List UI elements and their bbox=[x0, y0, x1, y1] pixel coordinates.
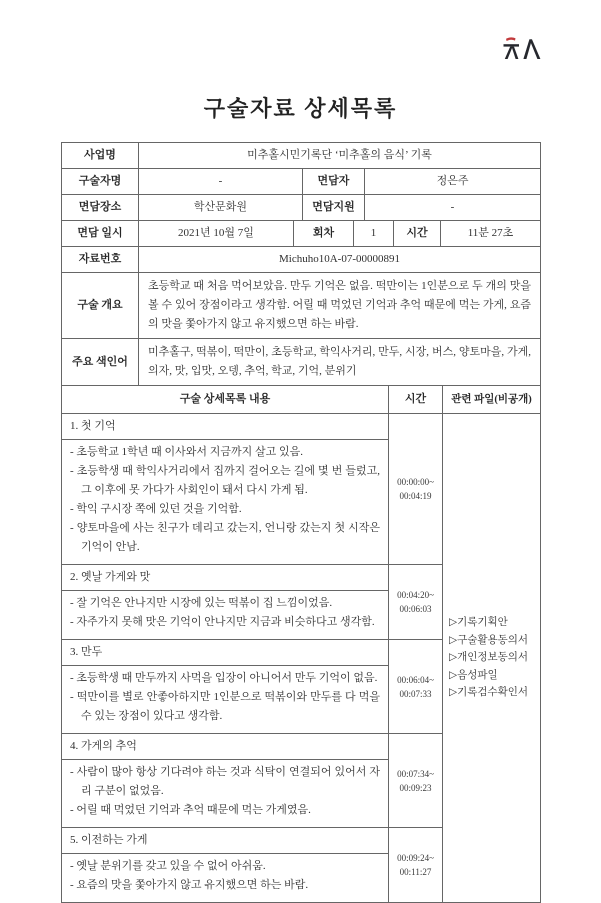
place-label: 면담장소 bbox=[62, 195, 139, 221]
haksan-logo-icon bbox=[502, 36, 542, 62]
keywords-value: 미추홀구, 떡볶이, 떡만이, 초등학교, 학익사거리, 만두, 시장, 버스, 양토마을, 가게, 의자, 맛, 입맛, 오뎅, 추억, 학교, 기억, 분위기 bbox=[139, 339, 541, 386]
section-3-title: 3. 만두 bbox=[62, 640, 389, 666]
section-2-title: 2. 옛날 가게와 맛 bbox=[62, 565, 389, 591]
section-1-content bbox=[62, 440, 389, 565]
docnum-label: 자료번호 bbox=[62, 247, 139, 273]
section-2-content bbox=[62, 591, 389, 640]
content-item: - 양토마을에 사는 친구가 데리고 갔는지, 언니랑 갔는지 첫 시작은 기억이 안남. bbox=[70, 522, 380, 553]
summary-value: 초등학교 때 처음 먹어보았음. 만두 기억은 없음. 떡만이는 1인분으로 두 개의 맛을 볼 수 있어 장점이라고 생각함. 어릴 때 먹었던 기억과 추억 때문에 먹는 가게, 요즘의 맛을 쫓아가지 않고 유지했으면 하는 바람. bbox=[139, 273, 541, 339]
interviewer-value: 정은주 bbox=[365, 169, 541, 195]
business-label: 사업명 bbox=[62, 143, 139, 169]
detail-header-time: 시간 bbox=[389, 386, 443, 414]
time-end: 00:11:27 bbox=[399, 867, 432, 877]
file-item: ▷구술활용동의서 bbox=[449, 634, 529, 646]
info-table-bottom bbox=[61, 246, 541, 386]
time-end: 00:09:23 bbox=[399, 782, 432, 793]
row-narrator-interviewer bbox=[62, 169, 541, 195]
content-item: - 요즘의 맛을 쫓아가지 않고 유지했으면 하는 바람. bbox=[70, 879, 309, 891]
place-value: 학산문화원 bbox=[139, 195, 303, 221]
content-item: - 잘 기억은 안나지만 시장에 있는 떡볶이 집 느낌이었음. bbox=[70, 597, 333, 609]
time-start: 00:07:34~ bbox=[397, 768, 434, 779]
narrator-value: - bbox=[139, 169, 303, 195]
section-1-time bbox=[389, 414, 443, 565]
support-value: - bbox=[365, 195, 541, 221]
related-files-cell bbox=[443, 414, 541, 903]
docnum-value: Michuho10A-07-00000891 bbox=[139, 247, 541, 273]
section-4-content bbox=[62, 760, 389, 828]
time-end: 00:07:33 bbox=[399, 688, 432, 699]
row-business bbox=[62, 143, 541, 169]
info-table-date bbox=[61, 220, 541, 247]
section-5-title: 5. 이전하는 가게 bbox=[62, 828, 389, 854]
detail-document bbox=[61, 142, 540, 903]
content-item: - 초등학생 때 만두까지 사먹을 입장이 아니어서 만두 기억이 없음. bbox=[70, 672, 378, 684]
info-table-top bbox=[61, 142, 541, 221]
section-1-title-row bbox=[62, 414, 541, 440]
row-summary bbox=[62, 273, 541, 339]
row-docnum bbox=[62, 247, 541, 273]
section-3-time bbox=[389, 640, 443, 734]
time-end: 00:04:19 bbox=[399, 491, 432, 501]
content-item: - 자주가지 못해 맛은 기억이 안나지만 지금과 비슷하다고 생각함. bbox=[70, 616, 375, 628]
content-item: - 학익 구시장 쪽에 있던 것을 기억함. bbox=[70, 503, 242, 515]
detail-header-row bbox=[62, 386, 541, 414]
content-item: - 떡만이를 별로 안좋아하지만 1인분으로 떡볶이와 만두를 다 먹을 수 있는 장점이 있다고 생각함. bbox=[70, 691, 380, 722]
content-item: - 초등학교 1학년 때 이사와서 지금까지 살고 있음. bbox=[70, 446, 304, 458]
section-5-content bbox=[62, 854, 389, 903]
file-item: ▷기록기획안 bbox=[449, 617, 508, 629]
time-start: 00:09:24~ bbox=[397, 853, 434, 863]
section-3-content bbox=[62, 666, 389, 734]
support-label: 면담지원 bbox=[303, 195, 365, 221]
row-date bbox=[62, 221, 541, 247]
time-end: 00:06:03 bbox=[399, 604, 432, 614]
section-4-title: 4. 가게의 추억 bbox=[62, 734, 389, 760]
duration-label: 시간 bbox=[394, 221, 441, 247]
row-place-support bbox=[62, 195, 541, 221]
content-item: - 옛날 분위기를 갖고 있을 수 없어 아쉬움. bbox=[70, 860, 266, 872]
content-item: - 어릴 때 먹었던 기억과 추억 때문에 먹는 가게였음. bbox=[70, 804, 311, 816]
date-label: 면담 일시 bbox=[62, 221, 139, 247]
interviewer-label: 면담자 bbox=[303, 169, 365, 195]
time-start: 00:00:00~ bbox=[397, 477, 434, 487]
business-value: 미추홀시민기록단 ‘미추홀의 음식’ 기록 bbox=[139, 143, 541, 169]
file-item: ▷개인정보동의서 bbox=[449, 652, 529, 664]
row-keywords bbox=[62, 339, 541, 386]
detail-header-files: 관련 파일(비공개) bbox=[443, 386, 541, 414]
session-value: 1 bbox=[354, 221, 394, 247]
section-5-time bbox=[389, 828, 443, 903]
file-item: ▷기록검수확인서 bbox=[449, 687, 529, 699]
duration-value: 11분 27초 bbox=[441, 221, 541, 247]
summary-label: 구술 개요 bbox=[62, 273, 139, 339]
session-label: 회차 bbox=[294, 221, 354, 247]
detail-table bbox=[61, 385, 541, 903]
date-value: 2021년 10월 7일 bbox=[139, 221, 294, 247]
file-item: ▷음성파일 bbox=[449, 669, 498, 681]
narrator-label: 구술자명 bbox=[62, 169, 139, 195]
content-item: - 사람이 많아 항상 기다려야 하는 것과 식탁이 연결되어 있어서 자리 구분이 없었음. bbox=[70, 766, 380, 797]
detail-header-content: 구술 상세목록 내용 bbox=[62, 386, 389, 414]
section-2-time bbox=[389, 565, 443, 640]
section-1-title: 1. 첫 기억 bbox=[62, 414, 389, 440]
keywords-label: 주요 색인어 bbox=[62, 339, 139, 386]
time-start: 00:04:20~ bbox=[397, 590, 434, 600]
section-4-time bbox=[389, 734, 443, 828]
time-start: 00:06:04~ bbox=[397, 674, 434, 685]
content-item: - 초등학생 때 학익사거리에서 집까지 걸어오는 길에 몇 번 들렀고, 그 이후에 못 가다가 사회인이 돼서 다시 가게 됨. bbox=[70, 465, 380, 496]
page-title: 구술자료 상세목록 bbox=[203, 96, 398, 121]
